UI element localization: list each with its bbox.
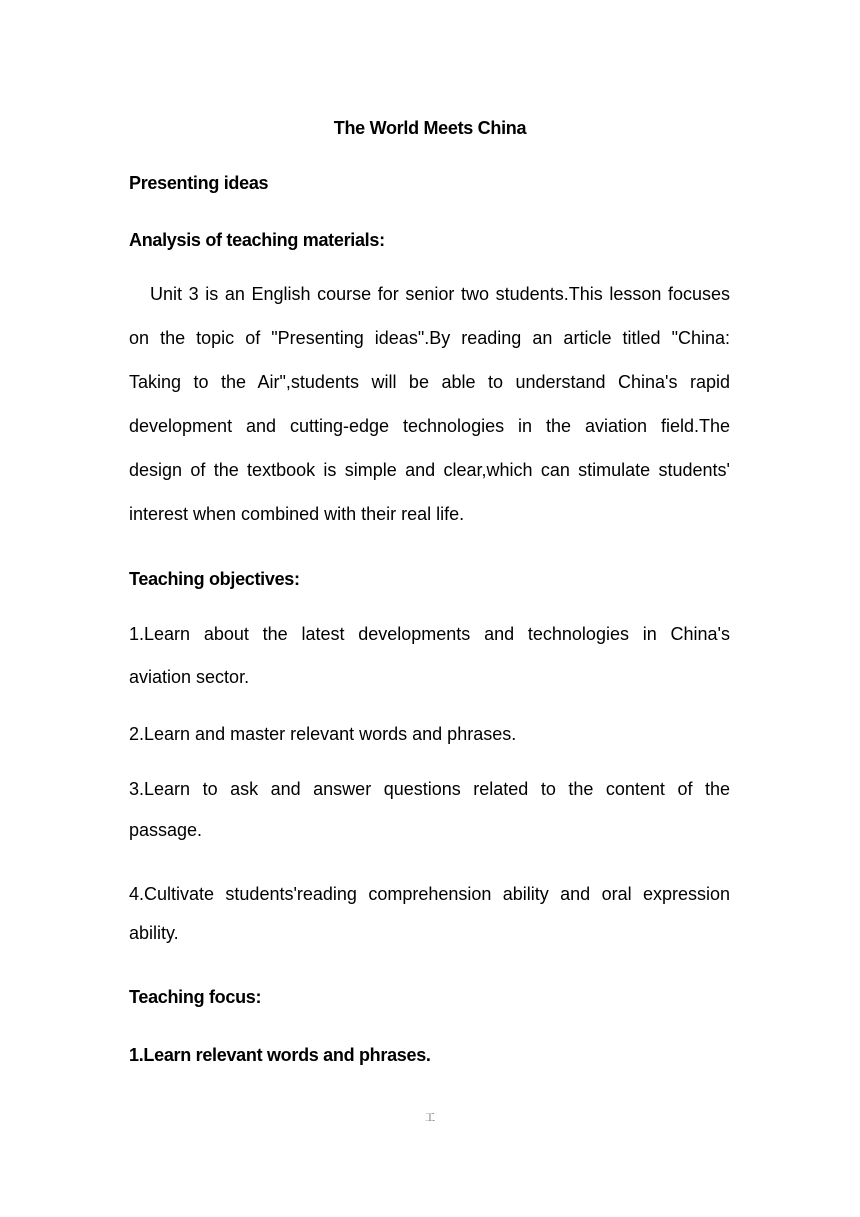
analysis-line-3: Taking to the Air",students will be able to understand China's rapid bbox=[129, 372, 730, 392]
objective-2: 2.Learn and master relevant words and phrases. bbox=[129, 724, 517, 744]
objective-1-line-2: aviation sector. bbox=[129, 667, 250, 687]
objectives-heading: Teaching objectives: bbox=[129, 569, 300, 589]
analysis-line-2: on the topic of "Presenting ideas".By reading an article titled "China: bbox=[129, 328, 730, 348]
section-heading: Presenting ideas bbox=[129, 173, 269, 193]
analysis-line-1: Unit 3 is an English course for senior two students.This lesson focuses bbox=[150, 284, 730, 304]
objective-3-line-2: passage. bbox=[129, 820, 203, 840]
analysis-line-4: development and cutting-edge technologies in the aviation field.The bbox=[129, 416, 730, 436]
objective-3-line-1: 3.Learn to ask and answer questions related to the content of the bbox=[129, 779, 730, 799]
objective-1-line-1: 1.Learn about the latest developments and technologies in China's bbox=[129, 624, 730, 644]
analysis-heading: Analysis of teaching materials: bbox=[129, 230, 385, 250]
objective-4-line-1: 4.Cultivate students'reading comprehension ability and oral expression bbox=[129, 884, 730, 904]
focus-item-1: 1.Learn relevant words and phrases. bbox=[129, 1045, 431, 1065]
analysis-line-6: interest when combined with their real life. bbox=[129, 504, 465, 524]
objective-4-line-2: ability. bbox=[129, 923, 179, 943]
page-marker: 工 bbox=[425, 1113, 435, 1124]
focus-heading: Teaching focus: bbox=[129, 987, 262, 1007]
analysis-line-5: design of the textbook is simple and clear,which can stimulate students' bbox=[129, 460, 730, 480]
document-title: The World Meets China bbox=[333, 118, 527, 138]
